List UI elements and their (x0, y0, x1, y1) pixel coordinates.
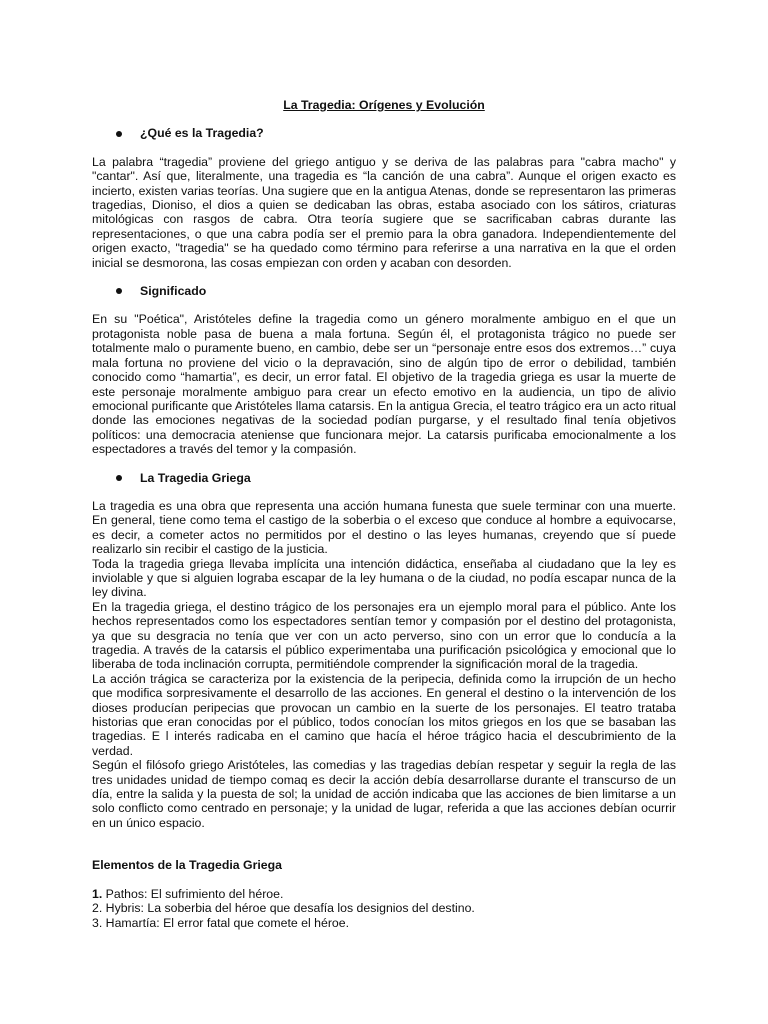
section-heading-text: ¿Qué es la Tragedia? (140, 126, 264, 141)
section-heading (92, 284, 676, 298)
list-item (92, 887, 676, 901)
list-item (92, 916, 676, 930)
elements-heading: Elementos de la Tragedia Griega (92, 858, 282, 873)
section-que-es (92, 126, 676, 270)
section-heading-text: Significado (140, 284, 207, 299)
list-item (92, 901, 676, 915)
list-item-text: Hybris: La soberbia del héroe que desafía los designios del destino. (102, 901, 475, 916)
document-title: La Tragedia: Orígenes y Evolución (283, 98, 485, 112)
list-item-number: 1. (92, 886, 103, 901)
paragraph: La tragedia es una obra que representa una acción humana funesta que suele terminar con una muerte. En general, tiene como tema el castigo de la soberbia o el exceso que conduce al hombre a equivocarse, es decir, a cometer actos no permitidos por el destino o las leyes humanas, creyendo que sí puede realizarlo sin recibir el castigo de la justicia. (92, 498, 676, 557)
list-item-text: Pathos: El sufrimiento del héroe. (102, 886, 284, 901)
paragraph: En su "Poética", Aristóteles define la tragedia como un género moralmente ambiguo en el que un protagonista noble pasa de buena a mala fortuna. Según él, el protagonista trágico no puede ser totalmente malo o puramente bueno, en cambio, debe ser un “personaje entre esos dos extremos…” cuya mala fortuna no proviene del vicio o la depravación, sino de algún tipo de error o debilidad, también conocido como “hamartia”, es decir, un error fatal. El objetivo de la tragedia griega es usar la muerte de este personaje moralmente ambiguo para crear un efecto emotivo en la audiencia, un tipo de alivio emocional purificante que Aristóteles llama catarsis. En la antigua Grecia, el teatro trágico era un acto ritual donde las emociones negativas de la sociedad podían purgarse, y el resultado final tenía objetivos políticos: una democracia ateniense que funcionara mejor. La catarsis purificaba emocionalmente a los espectadores a través del temor y la compasión. (92, 312, 676, 457)
list-item-number: 2. (92, 901, 103, 916)
list-item-text: Hamartía: El error fatal que comete el héroe. (102, 915, 350, 930)
bullet-icon (116, 475, 122, 481)
elements-list (92, 887, 676, 930)
section-heading (92, 126, 676, 140)
paragraph: En la tragedia griega, el destino trágico de los personajes era un ejemplo moral para el público. Ante los hechos representados como los espectadores sentían temor y compasión por el destino del protagonista, ya que su desgracia no tenía que ver con un acto perverso, sino con un error que lo conducía a la tragedia. A través de la catarsis el público experimentaba una purificación psicológica y emocional que lo liberaba de toda inclinación corrupta, permitiéndole comprender la significación moral de la tragedia. (92, 599, 676, 672)
section-heading (92, 471, 676, 485)
section-significado (92, 284, 676, 456)
paragraph: La palabra “tragedia” proviene del griego antiguo y se deriva de las palabras para "cabra macho" y "cantar". Así que, literalmente, una tragedia es “la canción de una cabra”. Aunque el origen exacto es incierto, existen varias teorías. Una sugiere que en la antigua Atenas, donde se representaron las primeras tragedias, Dioniso, el dios a quien se dedicaban las obras, estaba asociado con los sátiros, criaturas mitológicas con rasgos de cabra. Otra teoría sugiere que se sacrificaban cabras durante las representaciones, o que una cabra podía ser el premio para la obra ganadora. Independientemente del origen exacto, "tragedia" se ha quedado como término para referirse a una narrativa en la que el orden inicial se desmorona, las cosas empiezan con orden y acaban con desorden. (92, 154, 676, 270)
section-heading-text: La Tragedia Griega (140, 470, 251, 485)
section-tragedia-griega (92, 471, 676, 831)
bullet-icon (116, 288, 122, 294)
paragraph: Según el filósofo griego Aristóteles, las comedias y las tragedias debían respetar y seguir la regla de las tres unidades unidad de tiempo comaq es decir la acción debía desarrollarse durante el transcurso de un día, entre la salida y la puesta de sol; la unidad de acción indicaba que las acciones de bien limitarse a un solo conflicto como centrado en personaje; y la unidad de lugar, referida a que las acciones debían ocurrir en un único espacio. (92, 758, 676, 830)
bullet-icon (116, 131, 122, 137)
list-item-number: 3. (92, 915, 103, 930)
paragraph: La acción trágica se caracteriza por la existencia de la peripecia, definida como la irrupción de un hecho que modifica sorpresivamente el desarrollo de las acciones. En general el destino o la intervención de los dioses producían peripecias que provocan un cambio en la suerte de los personajes. El teatro trataba historias que eran conocidas por el público, todos conocían los mitos griegos en los que se basaban las tragedias. E l interés radicaba en el camino que hacía el héroe trágico hacia el descubrimiento de la verdad. (92, 671, 676, 758)
paragraph: Toda la tragedia griega llevaba implícita una intención didáctica, enseñaba al ciudadano que la ley es inviolable y que si alguien lograba escapar de la ley humana o de la ciudad, no podía escapar nunca de la ley divina. (92, 556, 676, 600)
